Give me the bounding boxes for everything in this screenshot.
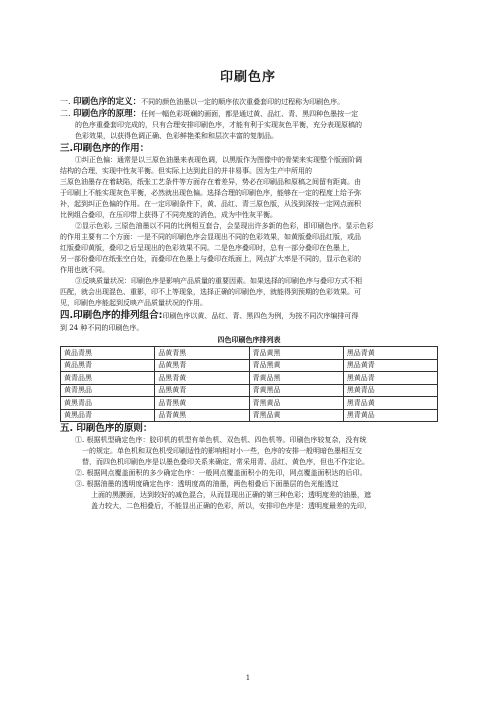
section-2-heading: 印刷色序的原理： (73, 109, 142, 119)
table-row (61, 409, 438, 422)
document-body (60, 96, 438, 512)
section-5-line: ③. 根据油墨的透明度确定色序：透明度高的油墨，两色相叠后下面墨层的色光能透过 (75, 480, 339, 488)
page-number: 1 (245, 674, 251, 682)
section-2-text: 任何一幅色彩斑斓的画面，都是通过黄、品红、青、黑四种色墨按一定 (141, 110, 359, 118)
section-2-line: 的色序重叠套印完成的，只有合理安排印刷色序，才能有利于实现灰色平衡，充分表现原稿的 (75, 121, 362, 129)
section-3-line: ②显示色彩, 三原色油墨以不同的比例相互套合，会显现出许多新的色彩，即印刷色序。显示色彩 (75, 222, 374, 230)
section-3-line: 补，起到纠正色偏的作用。在一定印刷条件下，黄、品红、青三原色版，从浅到深按一定网点面积 (60, 200, 361, 208)
table-row (61, 397, 438, 410)
table-cell: 青黄品黑 (249, 372, 343, 385)
section-3-line: ①纠正色偏：通常是以三原色油墨来表现色调，以黑版作为图像中的骨架来实现整个版面阶调 (75, 156, 362, 164)
section-5-heading: 五. 印刷色序的原则： (60, 423, 153, 434)
section-3-line: 另一部份叠印在纸张空白处，而叠印在色墨上与叠印在纸面上，网点扩大率是不同的，显示色彩的 (60, 255, 361, 263)
table-cell: 黄品黑青 (61, 359, 155, 372)
table-cell: 品黑黄青 (155, 384, 249, 397)
table-cell: 青品黑黄 (249, 359, 343, 372)
section-4-heading: 四.印刷色序的排列组合: (60, 310, 163, 321)
section-2-number: 二. (60, 109, 74, 118)
table-cell: 品青黄黑 (155, 409, 249, 422)
table-row (61, 359, 438, 372)
section-3-line: 的作用主要有二个方面：一是不同的印刷色序会显现出不同的色彩效果，如黄版叠印品红版，或品 (60, 233, 361, 241)
table-cell: 黑品青黄 (343, 347, 437, 360)
table-cell: 青品黄黑 (249, 347, 343, 360)
table-cell: 青黑黄品 (249, 397, 343, 410)
table-cell: 青黑品黄 (249, 409, 343, 422)
section-3-line: 作用也就不同。 (60, 266, 109, 274)
table-cell: 黑青品黄 (343, 397, 437, 410)
print-sequence-table (60, 346, 438, 422)
section-1-text: 不同的颜色油墨以一定的顺序依次重叠套印的过程称为印刷色序。 (141, 98, 345, 106)
table-row (61, 347, 438, 360)
section-2-line: 色彩效果，以获得色调正确、色彩鲜艳柔和和层次丰富的复制品。 (75, 132, 278, 140)
table-cell: 品黄青黑 (155, 347, 249, 360)
page-title: 印刷色序 (219, 70, 276, 85)
section-5-line: 盖力较大，二色相叠后，不能显出正确的色彩，所以，安排印色序是：透明度最差的先印， (91, 502, 371, 510)
table-cell: 黄黑品青 (61, 409, 155, 422)
table-title: 四色印刷色序排列表 (217, 336, 281, 344)
table-cell: 品青黑黄 (155, 397, 249, 410)
table-cell: 黑青黄品 (343, 409, 437, 422)
section-3-line: 红版叠印黄版，叠印之后呈现出的色彩效果不同。二是色序叠印时，总有一部分叠印在色墨上， (60, 244, 354, 252)
table-cell: 黄青品黑 (61, 372, 155, 385)
table-cell: 品黄黑青 (155, 359, 249, 372)
section-4-line: 到 24 种不同的印刷色序。 (60, 324, 144, 332)
section-3-line: ③反映质量状况：印刷色序是影响产品质量的重要因素。如果选择的印刷色序与叠印方式不相 (75, 277, 362, 285)
table-cell: 黑品黄青 (343, 359, 437, 372)
section-1-heading: 印刷色序的定义： (73, 97, 142, 107)
section-1-number: 一. (60, 97, 74, 106)
table-cell: 黑黄品青 (343, 372, 437, 385)
section-5-line: 上面的黑膜面，达到较好的减色混合，从而显现出正确的第三种色彩；透明度差的油墨，遮 (91, 491, 371, 499)
section-3-heading: 三.印刷色序的作用： (60, 143, 150, 154)
table-cell: 黄黑青品 (61, 397, 155, 410)
section-5-line: 替，而四色机印刷色序是以墨色叠印关系来确定，常采用青、品红、黄色序，但也不作定论。 (82, 458, 369, 466)
section-3-line: 于印刷上不能实现灰色平衡，必然就出现色偏。选择合理的印刷色序，能够在一定的程度上给予弥 (60, 189, 361, 197)
table-cell: 黄青黑品 (61, 384, 155, 397)
section-5-line: ①. 根据机型确定色序：胶印机的机型有单色机、双色机、四色机等。印刷色序较复杂，没有统 (75, 436, 367, 444)
section-4-text: 印刷色序以黄、品红、青、黑四色为例，为按不同次序编排可得 (162, 312, 359, 320)
section-3-line: 结构的合理，实现中性灰平衡。但实际上达到此目的并非易事。因为生产中所用的 (60, 167, 312, 175)
section-2 (60, 108, 438, 120)
section-4 (60, 309, 438, 323)
section-5-line: 一的规定。单色机和双色机受印刷适性的影响相对小一些，色序的安排一般明暗色墨相互交 (82, 447, 362, 455)
table-row (61, 384, 438, 397)
section-3-line: 见，印刷色序能起到反映产品质量状况的作用。 (60, 299, 207, 307)
table-cell: 青黄黑品 (249, 384, 343, 397)
section-5-line: ②. 根据网点覆盖面积的多少确定色序：一般网点覆盖面积小的先印，网点覆盖面积达的后印。 (75, 469, 367, 477)
table-row (61, 372, 438, 385)
section-3-line: 匹配，就会出现混色、重影，印不上等现象，选择正确的印刷色序，就能得到预期的色彩效果。可 (60, 288, 361, 296)
table-cell: 品黑青黄 (155, 372, 249, 385)
section-3-line: 三原色油墨存在着缺陷，纸张工艺条件等方面存在着差异，势必在印刷品和原稿之间留有距离。由 (60, 178, 361, 186)
table-cell: 黄品青黑 (61, 347, 155, 360)
section-1 (60, 96, 438, 108)
table-cell: 黑黄青品 (343, 384, 437, 397)
section-3-line: 比例组合叠印，在压印带上获得了不同亮度的消色，成为中性灰平衡。 (60, 211, 277, 219)
